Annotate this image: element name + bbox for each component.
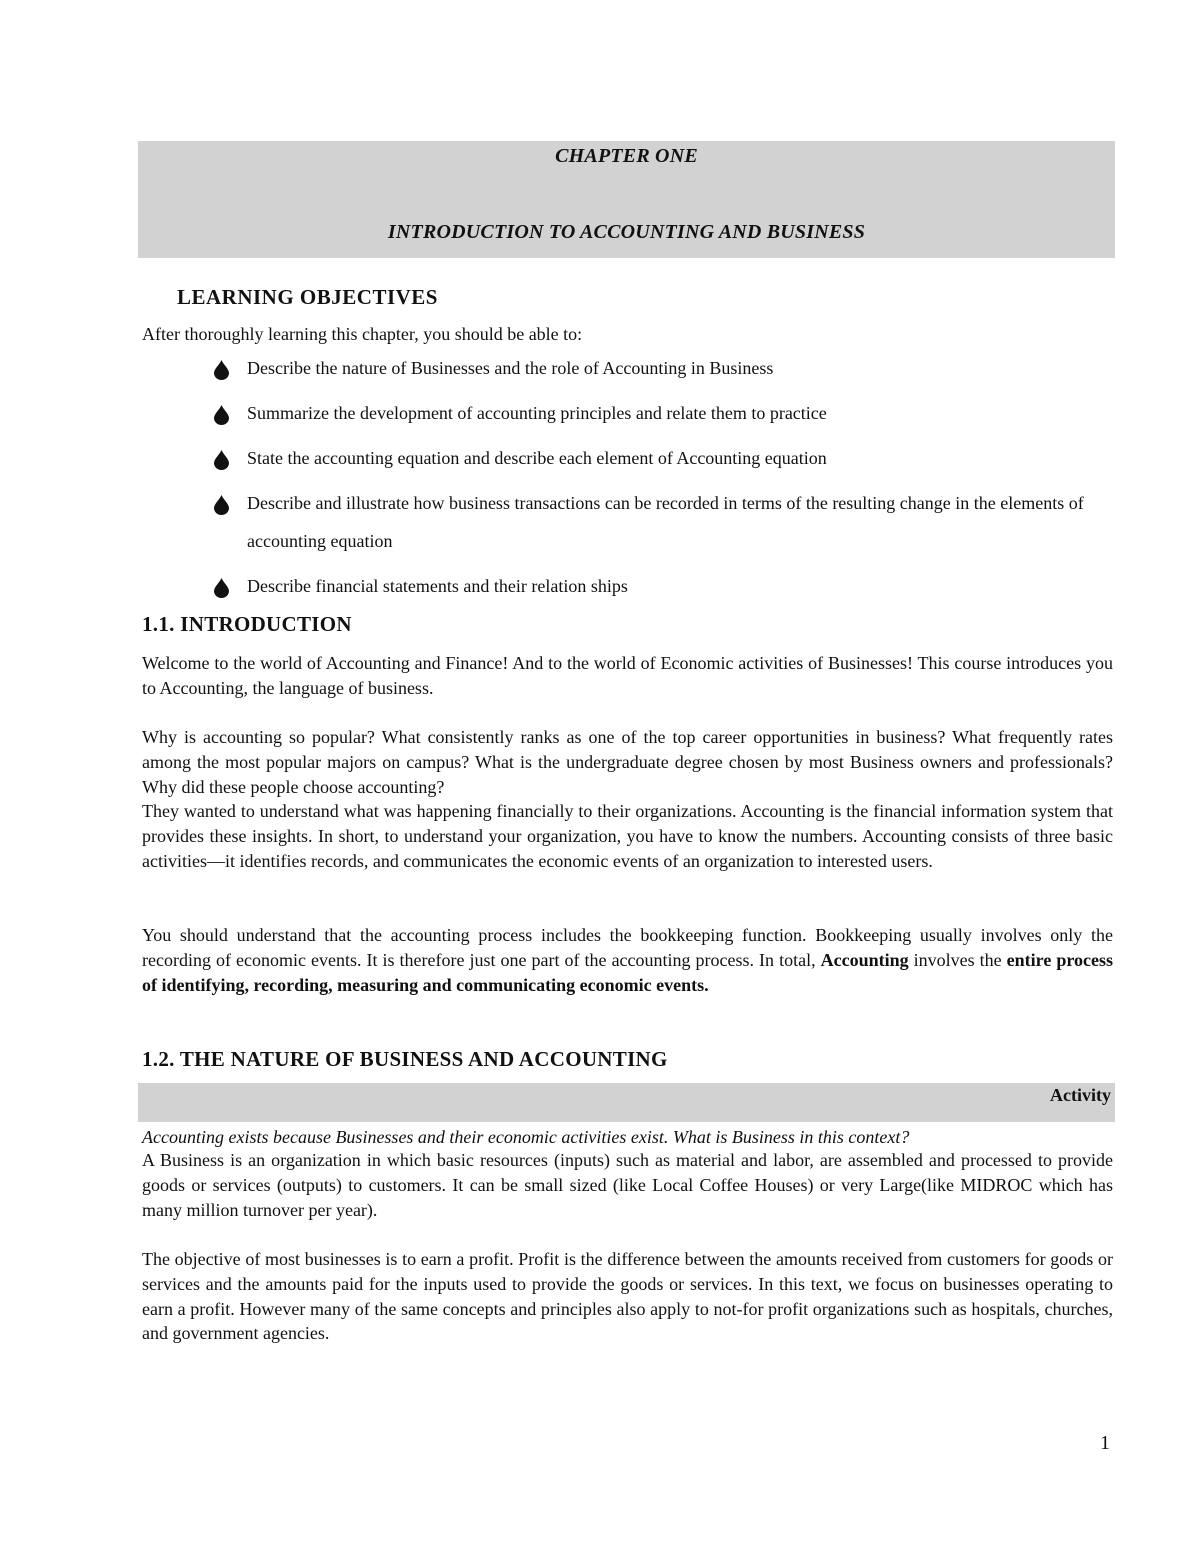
section-heading-nature-of-business: 1.2. THE NATURE OF BUSINESS AND ACCOUNTING — [142, 1047, 668, 1071]
section-heading-introduction: 1.1. INTRODUCTION — [142, 612, 352, 636]
objective-text: Describe financial statements and their relation ships — [247, 576, 628, 596]
paragraph-understand-financially: They wanted to understand what was happening financially to their organizations. Accounting is the financial information system that provides these insights. In short, to understand your organization, you have to know the numbers. Accounting consists of three basic activities—it identifies records, and communicates the economic events of an organization to interested users. — [142, 801, 1113, 871]
activity-label: Activity — [1050, 1085, 1111, 1105]
chapter-subtitle: INTRODUCTION TO ACCOUNTING AND BUSINESS — [387, 221, 866, 243]
paragraph-business-definition: A Business is an organization in which basic resources (inputs) such as material and labor, are assembled and processed to provide goods or services (outputs) to customers. It can be small sized (like Local Coffee Houses) or very Large(like MIDROC which has many million turnover per year). — [142, 1150, 1113, 1220]
objective-text: Describe the nature of Businesses and the role of Accounting in Business — [247, 358, 774, 378]
learning-objectives-heading: LEARNING OBJECTIVES — [177, 285, 438, 309]
accounting-definition: entire process of identifying, recording, measuring and communicating economic events. — [142, 949, 1113, 995]
chapter-header-box — [138, 141, 1115, 258]
involves-text: involves the — [908, 949, 1007, 970]
accounting-term: Accounting — [820, 949, 909, 970]
objective-item — [213, 349, 1118, 387]
objective-item — [213, 394, 1118, 432]
objective-text: Summarize the development of accounting principles and relate them to practice — [247, 403, 827, 423]
drop-icon — [213, 578, 230, 598]
learning-objectives-intro: After thoroughly learning this chapter, you should be able to: — [142, 324, 583, 344]
paragraph-welcome: Welcome to the world of Accounting and Finance! And to the world of Economic activities of Businesses! This course introduces you to Accounting, the language of business. — [142, 653, 1113, 698]
activity-bar — [138, 1083, 1115, 1122]
activity-question: Accounting exists because Businesses and their economic activities exist. What is Business in this context? — [142, 1127, 910, 1147]
paragraph-why-accounting: Why is accounting so popular? What consistently ranks as one of the top career opportunities in business? What frequently rates among the most popular majors on campus? What is the undergraduate degree chosen by most Business owners and professionals? Why did these people choose accounting? — [142, 727, 1113, 797]
drop-icon — [213, 360, 230, 380]
drop-icon — [213, 405, 230, 425]
objective-text: State the accounting equation and describe each element of Accounting equation — [247, 448, 827, 468]
objective-item — [213, 439, 1118, 477]
paragraph-bookkeeping — [142, 923, 1113, 997]
page-number: 1 — [1100, 1432, 1110, 1454]
bookkeeping-text: You should understand that the accounting process includes the bookkeeping function. Bookkeeping usually involves only the recording of economic events. It is therefore just one part of the accounting process. In total, — [142, 925, 1113, 970]
objective-item — [213, 484, 1118, 560]
chapter-title: CHAPTER ONE — [555, 145, 698, 167]
drop-icon — [213, 495, 230, 515]
objective-item — [213, 567, 1118, 605]
paragraph-profit-objective: The objective of most businesses is to earn a profit. Profit is the difference between the amounts received from customers for goods or services and the amounts paid for the inputs used to provide the goods or services. In this text, we focus on businesses operating to earn a profit. However many of the same concepts and principles also apply to not-for profit organizations such as hospitals, churches, and government agencies. — [142, 1249, 1113, 1344]
drop-icon — [213, 450, 230, 470]
objective-text: Describe and illustrate how business transactions can be recorded in terms of the resulting change in the elements of accounting equation — [247, 493, 1084, 551]
